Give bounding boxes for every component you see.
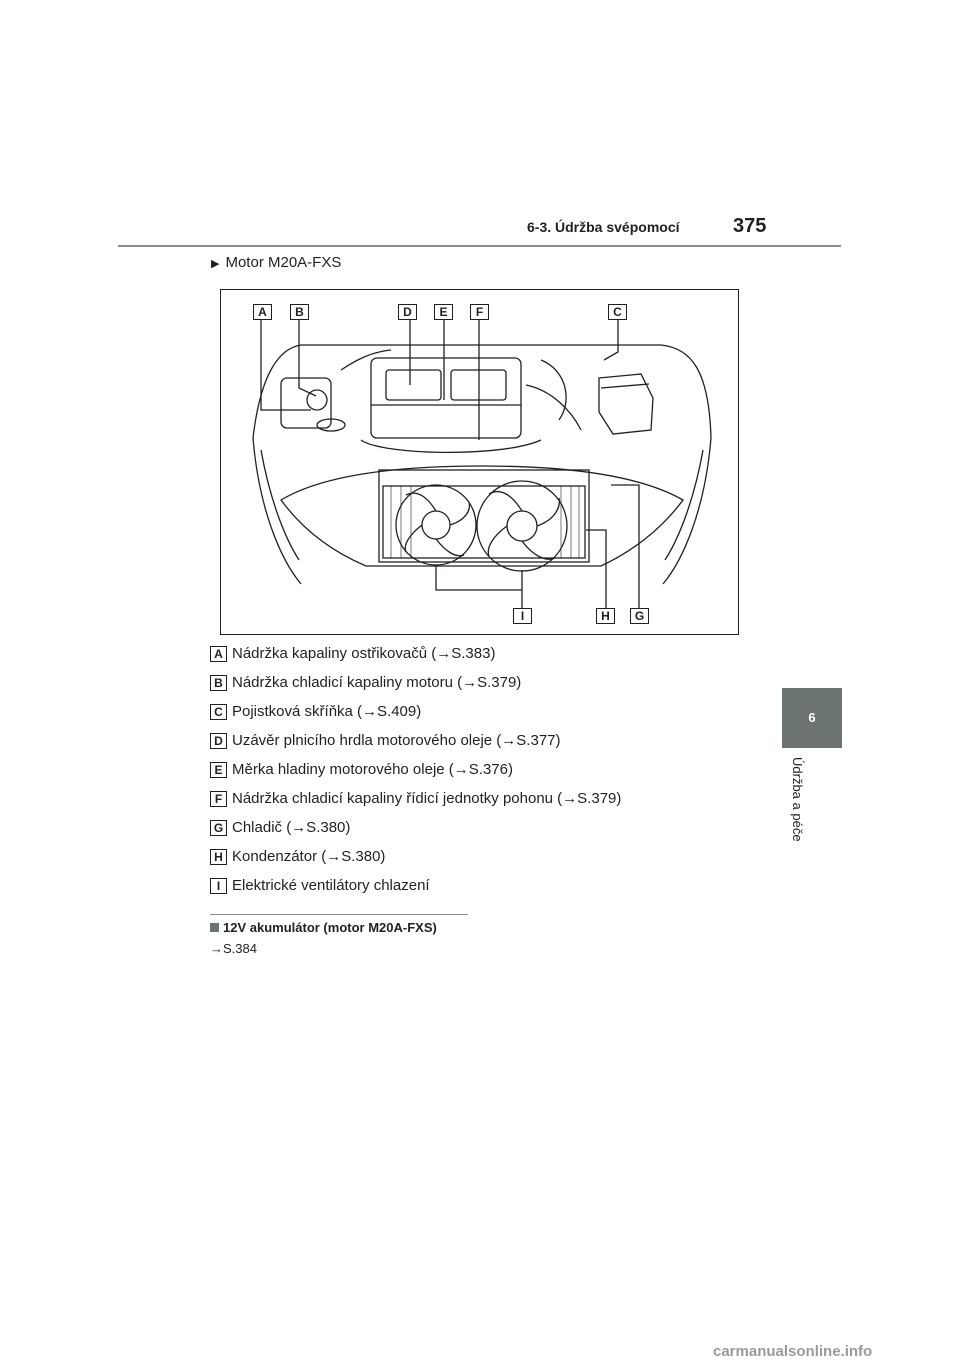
chapter-tab[interactable]: 6	[782, 688, 842, 748]
square-bullet-icon	[210, 923, 219, 932]
callout-b: B	[290, 304, 309, 320]
callout-g: G	[630, 608, 649, 624]
legend-key: F	[210, 791, 227, 807]
callout-d: D	[398, 304, 417, 320]
callout-c: C	[608, 304, 627, 320]
legend-text: Nádržka chladicí kapaliny řídicí jednotky pohonu (→S.379)	[232, 790, 622, 807]
legend-key: E	[210, 762, 227, 778]
engine-bay-figure	[220, 289, 739, 635]
legend-text: Elektrické ventilátory chlazení	[232, 877, 430, 894]
legend-text: Nádržka kapaliny ostřikovačů (→S.383)	[232, 645, 496, 662]
callout-f: F	[470, 304, 489, 320]
legend-key: H	[210, 849, 227, 865]
engine-bay-drawing	[221, 290, 738, 634]
callout-h: H	[596, 608, 615, 624]
legend-text: Měrka hladiny motorového oleje (→S.376)	[232, 761, 513, 778]
legend-text: Kondenzátor (→S.380)	[232, 848, 386, 865]
callout-e: E	[434, 304, 453, 320]
legend-text: Pojistková skříňka (→S.409)	[232, 703, 422, 720]
subsection-title: 12V akumulátor (motor M20A-FXS)	[223, 920, 437, 935]
chapter-label-text: Údržba a péče	[790, 757, 805, 842]
chapter-label	[790, 757, 810, 867]
legend-text: Nádržka chladicí kapaliny motoru (→S.379)	[232, 674, 522, 691]
page-number: 375	[733, 215, 767, 237]
legend-key: A	[210, 646, 227, 662]
legend-key: I	[210, 878, 227, 894]
legend-key: B	[210, 675, 227, 691]
legend-key: C	[210, 704, 227, 720]
legend-text: Uzávěr plnicího hrdla motorového oleje (→S.377)	[232, 732, 561, 749]
callout-a: A	[253, 304, 272, 320]
callout-i: I	[513, 608, 532, 624]
legend-key: D	[210, 733, 227, 749]
triangle-marker-icon: ▶	[211, 258, 220, 270]
engine-heading-text: Motor M20A-FXS	[225, 254, 342, 271]
section-title: 6-3. Údržba svépomocí	[527, 219, 680, 235]
engine-heading	[211, 254, 341, 271]
legend-key: G	[210, 820, 227, 836]
header-divider	[118, 245, 841, 247]
legend-text: Chladič (→S.380)	[232, 819, 351, 836]
subsection-page-ref[interactable]: →S.384	[210, 941, 257, 956]
watermark: carmanualsonline.info	[713, 1343, 873, 1360]
subsection-heading	[210, 920, 437, 935]
subsection-divider	[210, 914, 468, 915]
